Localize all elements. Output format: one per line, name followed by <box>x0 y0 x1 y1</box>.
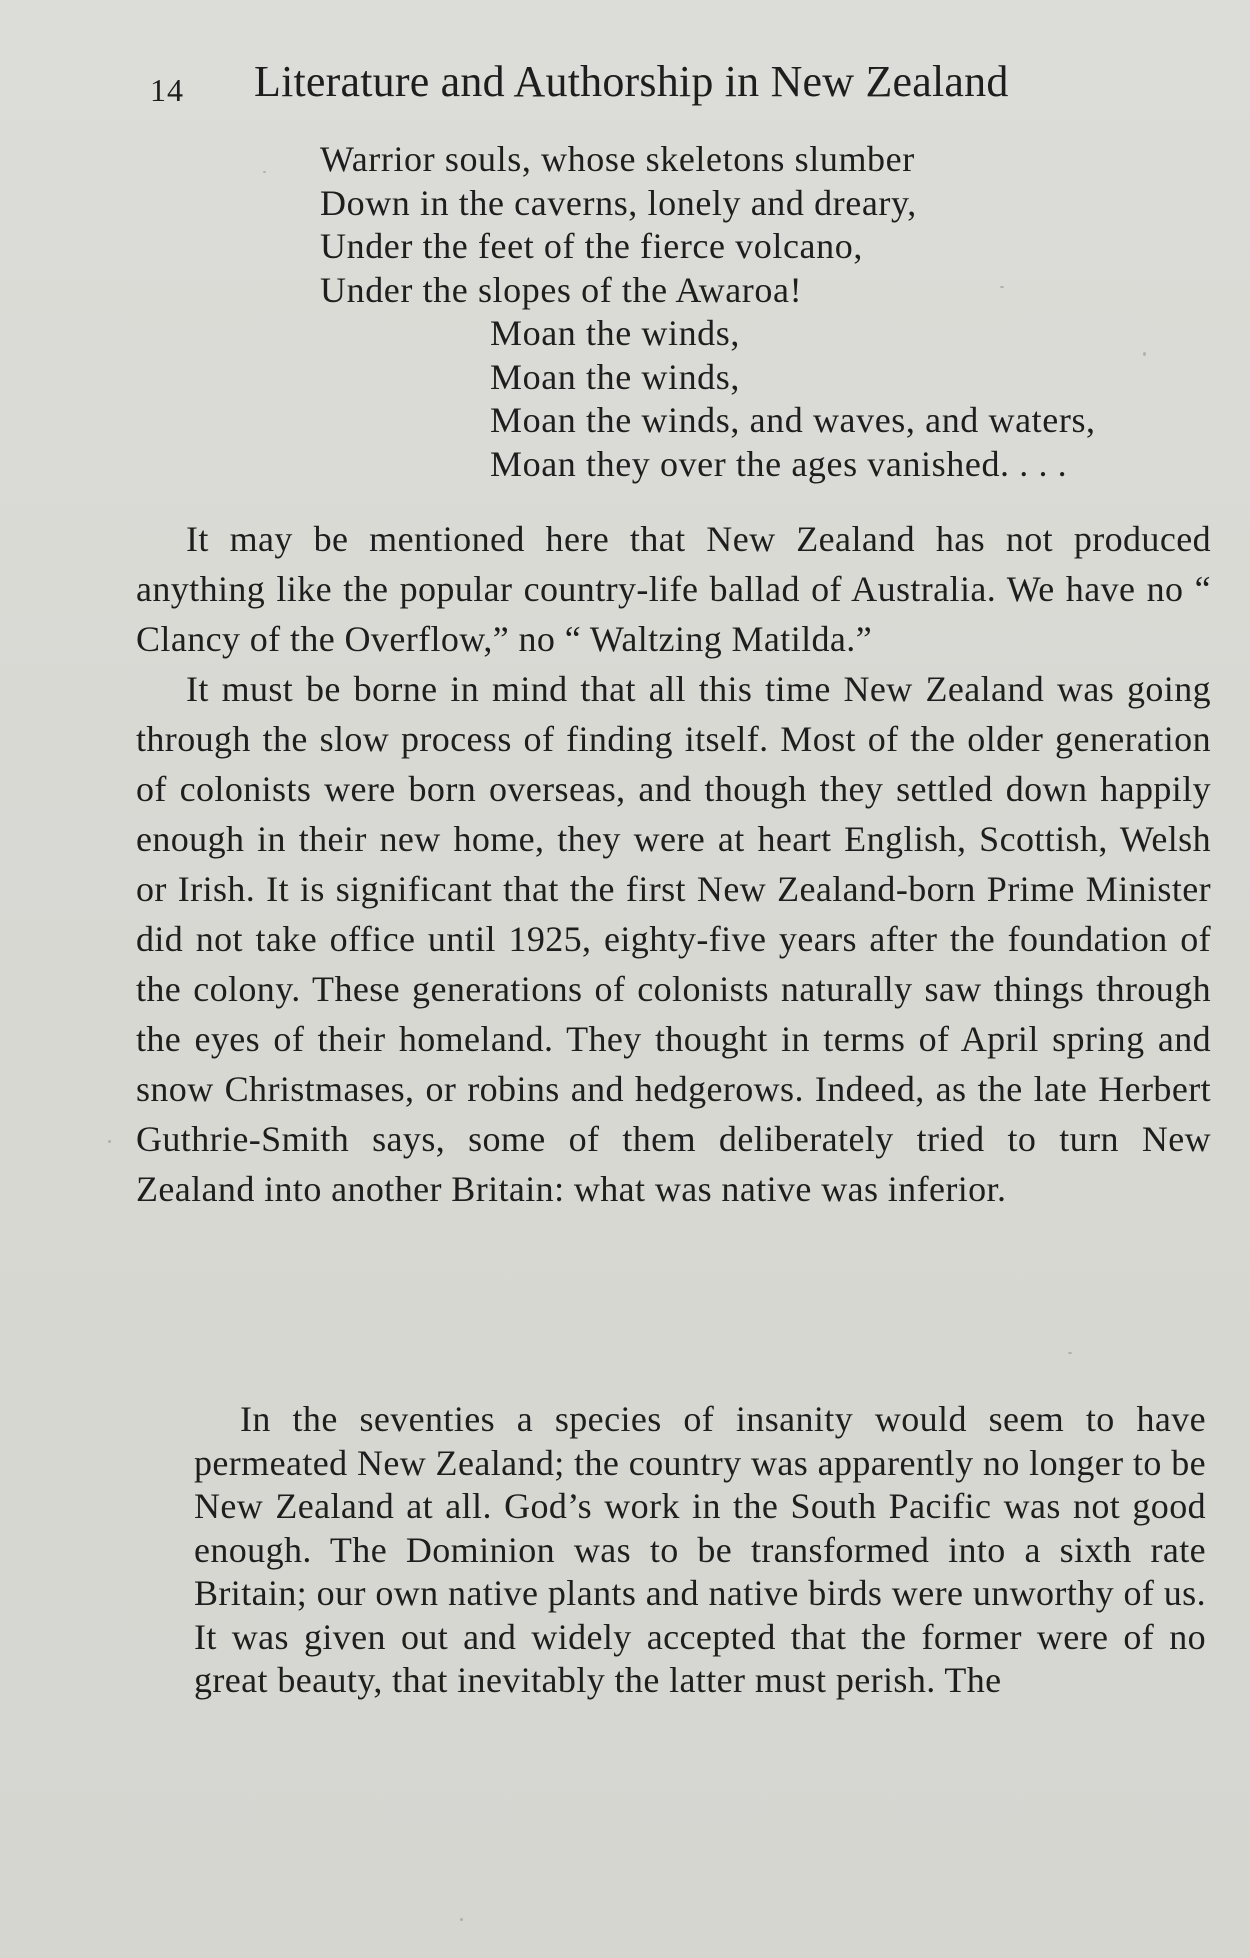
quote-paragraph: In the seventies a species of insanity would seem to have permeated New Zealand; the country was apparently no longer to be New Zealand at all. God’s work in the South Pacific was not good enough. The Dominion was to be transformed into a sixth rate Britain; our own native plants and native birds were unworthy of us. It was given out and widely accepted that the former were of no great beauty, that inevitably the latter must perish. The <box>194 1399 1206 1700</box>
verse-line: Under the feet of the fierce volcano, <box>320 226 863 266</box>
verse-refrain-line: Moan they over the ages vanished. . . . <box>490 443 1068 484</box>
verse-line: Down in the caverns, lonely and dreary, <box>320 182 917 223</box>
running-title: Literature and Authorship in New Zealand <box>254 57 1009 106</box>
paper-speck <box>460 1918 463 1921</box>
verse-refrain-line: Moan the winds, <box>490 356 740 397</box>
page-header <box>150 56 1130 116</box>
page-number: 14 <box>150 72 184 108</box>
verse-line: Under the slopes of the Awaroa! <box>320 269 803 310</box>
block-quote <box>194 1398 1206 1703</box>
verse-line: Warrior souls, whose skeletons slumber <box>320 139 915 179</box>
body-paragraph: It must be borne in mind that all this time New Zealand was going through the slow process of finding itself. Most of the older generation of colonists were born overseas, and though they settled down happily enough in their new home, they were at heart English, Scottish, Welsh or Irish. It is significant that the first New Zealand-born Prime Minister did not take office until 1925, eighty-five years after the foundation of the colony. These generations of colonists naturally saw things through the eyes of their homeland. They thought in terms of April spring and snow Christmases, or robins and hedgerows. Indeed, as the late Herbert Guthrie-Smith says, some of them deliberately tried to turn New Zealand into another Britain: what was native was inferior. <box>136 669 1211 1209</box>
paper-speck <box>1068 1352 1072 1354</box>
verse-refrain-line: Moan the winds, <box>490 313 740 353</box>
paper-speck <box>263 171 266 173</box>
body-paragraph: It may be mentioned here that New Zealand has not produced anything like the popular country-life ballad of Australia. We have no “ Clancy of the Overflow,” no “ Waltzing Matilda.” <box>136 519 1211 659</box>
paper-speck <box>1000 286 1004 288</box>
body-text <box>136 514 1211 1214</box>
verse-refrain-line: Moan the winds, and waves, and waters, <box>490 400 1096 440</box>
paper-speck <box>108 1140 111 1143</box>
verse-block <box>320 138 1190 486</box>
paper-speck <box>1143 352 1146 356</box>
